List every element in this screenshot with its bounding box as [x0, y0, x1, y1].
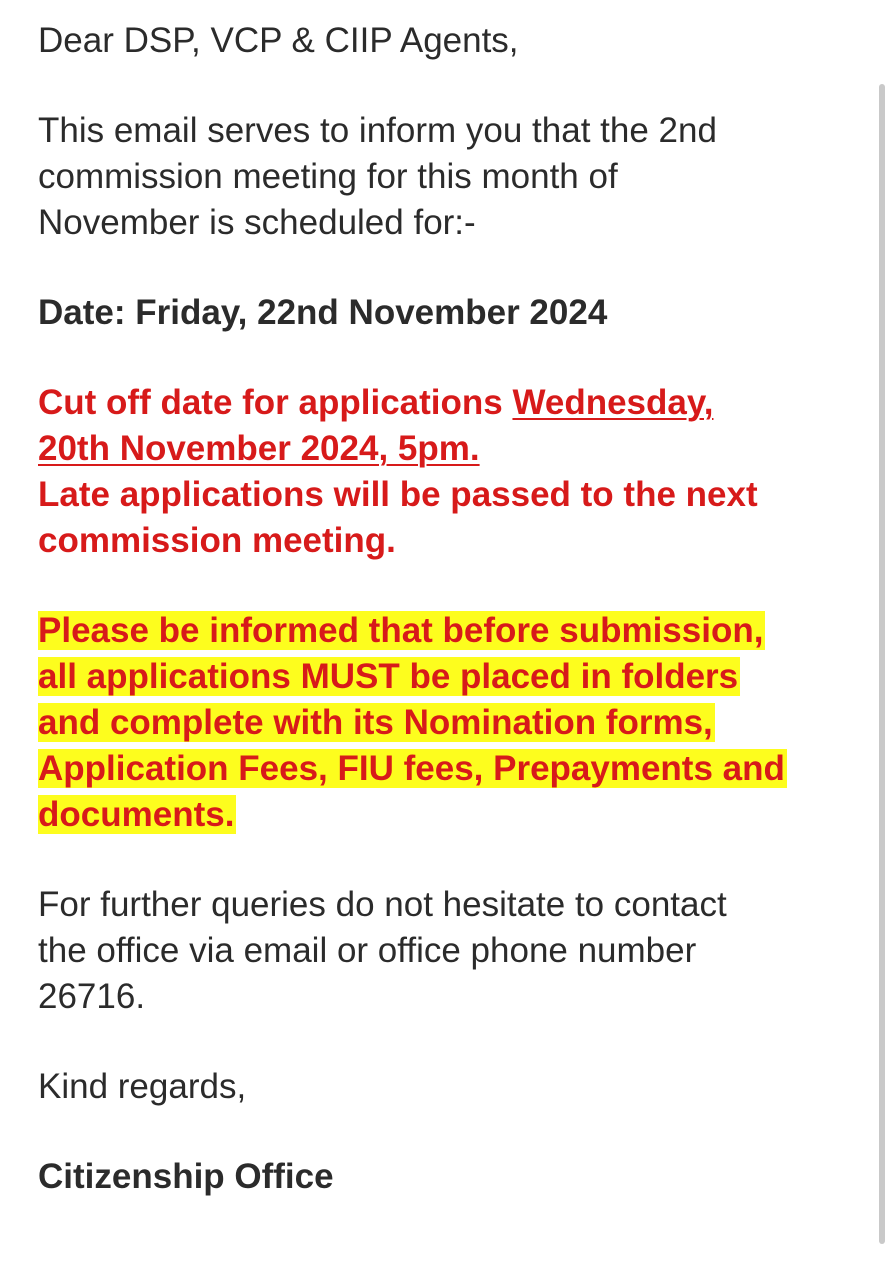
contact-line: the office via email or office phone number — [38, 931, 697, 970]
closing: Kind regards, — [38, 1067, 247, 1106]
contact-line: 26716. — [38, 977, 146, 1016]
cutoff-prefix: Cut off date for applications — [38, 383, 513, 422]
scrollbar[interactable] — [879, 84, 885, 1244]
late-applications-line: commission meeting. — [38, 521, 396, 560]
email-body — [38, 18, 838, 1200]
meeting-date: Date: Friday, 22nd November 2024 — [38, 293, 608, 332]
contact-line: For further queries do not hesitate to contact — [38, 885, 727, 924]
notice-line: all applications MUST be placed in folders — [38, 657, 739, 696]
signature: Citizenship Office — [38, 1157, 334, 1196]
cutoff-paragraph — [38, 380, 838, 564]
notice-line: Please be informed that before submission, — [38, 611, 764, 650]
intro-line: November is scheduled for:- — [38, 203, 476, 242]
intro-paragraph — [38, 108, 838, 246]
contact-paragraph — [38, 882, 838, 1020]
cutoff-line — [38, 380, 838, 426]
email-greeting: Dear DSP, VCP & CIIP Agents, — [38, 21, 519, 60]
intro-line: commission meeting for this month of — [38, 157, 618, 196]
notice-line: Application Fees, FIU fees, Prepayments and — [38, 749, 785, 788]
highlighted-notice — [38, 608, 838, 838]
cutoff-deadline: Wednesday, — [512, 383, 714, 422]
notice-line: documents. — [38, 795, 235, 834]
cutoff-line — [38, 426, 838, 472]
cutoff-deadline: 20th November 2024, 5pm. — [38, 429, 480, 468]
late-applications-line: Late applications will be passed to the next — [38, 475, 758, 514]
intro-line: This email serves to inform you that the 2nd — [38, 111, 717, 150]
notice-line: and complete with its Nomination forms, — [38, 703, 713, 742]
